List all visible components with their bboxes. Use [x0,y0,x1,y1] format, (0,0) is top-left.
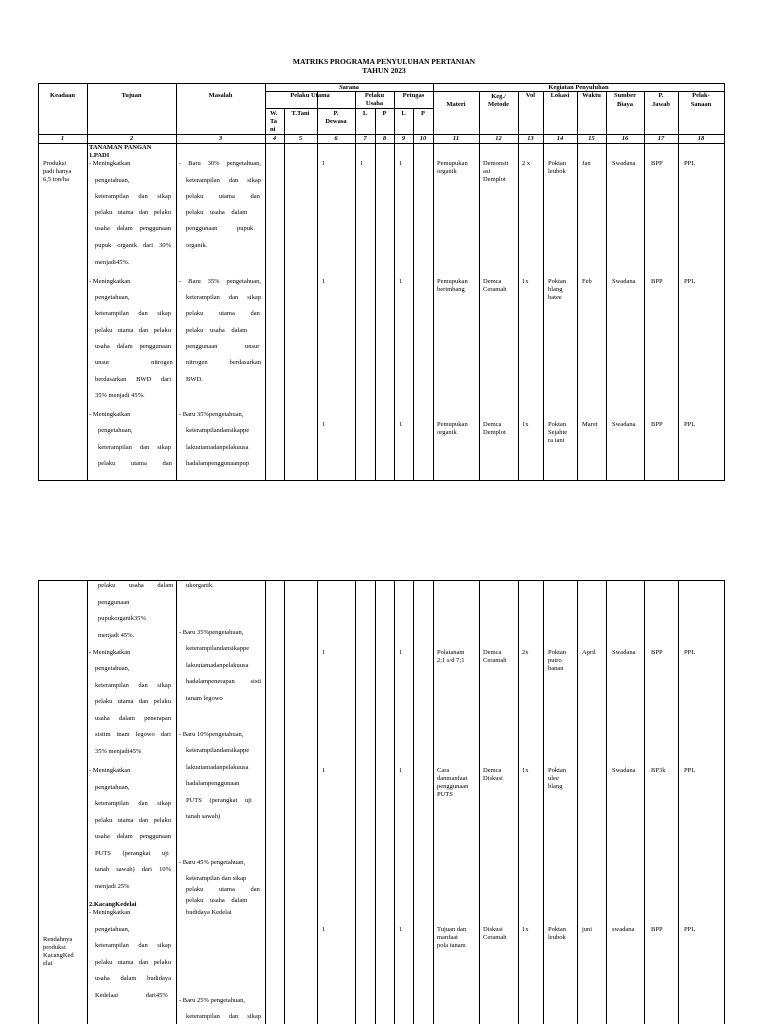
materi-line: organik [437,429,457,436]
materi-line: manfaat [437,934,458,941]
wtani-header-2: Ta [270,118,277,125]
masalah-line: lakuutamadanpelakuusa [186,444,249,451]
masalah-line: PUTS (perangkat uji [186,797,252,804]
lokasi-line: leubok [548,168,566,175]
col-number: 17 [657,135,665,142]
materi-line: PUTS [437,791,453,798]
metode-line: Diskusi [483,775,503,782]
masalah-line: keterampilan dan sikap [186,177,261,184]
tujuan-line: usaha dalam penerapan [95,715,171,722]
p-dewasa-value: 1 [322,421,326,428]
lokasi-line: putro [548,657,562,664]
col-number: 18 [697,135,705,142]
jawab-value: BPP [651,160,663,167]
tujuan-line: 35% menjadi 45%. [95,392,145,399]
masalah-line: keterampilan dan sikap [186,875,247,882]
biaya-value: Swadana [612,160,636,167]
tujuan-line: penggunaan [98,599,130,606]
masalah-line: keterampilan dan sikap [186,1013,261,1020]
masalah-line: pelaku utama dan [186,886,260,893]
tujuan-line: pengetahuan, [95,177,130,184]
tujuan-line: pelaku utama dan [98,460,172,467]
waktu-value: Feb [582,278,592,285]
materi-line: Pemupukan [437,160,468,167]
lokasi-line: Poktan [548,767,567,774]
tujuan-line: pelaku utama dan pelaku [95,698,171,705]
petugas-l-value: 1 [399,926,403,933]
materi-line: Cara [437,767,450,774]
p-dewasa-value: 1 [322,160,326,167]
materi-line: Polatanam [437,649,465,656]
masalah-line: - Baru 35% pengetahuan, [179,278,261,285]
lokasi-line: blang [548,286,563,293]
petugas-l-value: 1 [399,160,403,167]
tujuan-line: pupuk organik dari 30% [95,242,171,249]
petugas-header: Petugas [402,92,425,99]
waktu-value: Maret [582,421,598,428]
lokasi-line: Poktan [548,278,567,285]
kegiatan-header: Kegiatan Penyuluhan [548,84,609,91]
tujuan-line: - Meningkatkan [89,278,131,285]
pelaksanaan-header-2: Sanaan [690,101,712,108]
tujuan-line: pelaku usaha dalam [98,582,174,589]
petugas-l-value: 1 [399,649,403,656]
materi-line: danmanfaat [437,775,468,782]
lokasi-line: leubok [548,934,566,941]
tujuan-line: - Meningkatkan [89,411,131,418]
pelaksana-value: PPL [684,160,696,167]
tujuan-line: pengetahuan, [95,784,130,791]
lokasi-line: Poktan [548,649,567,656]
col-number: 14 [556,135,564,142]
petugas-l-header: L [401,110,406,117]
masalah-line: keterampilandansikappe [186,645,250,652]
pelaksana-value: PPL [684,767,696,774]
col-number: 4 [272,135,277,142]
waktu-value: juni [582,926,593,933]
tujuan-line: pelaku utama dan pelaku [95,959,171,966]
sarana-header: Sarana [339,84,359,91]
keadaan-line: KacangKed [43,952,74,959]
pdewasa-header-1: P. [333,110,339,117]
lokasi-line: ulee [548,775,559,782]
metode-line: Demplot [483,176,506,183]
tujuan-line: pengetahuan, [95,665,130,672]
masalah-line: keterampilan dan sikap [186,294,261,301]
pelaksanaan-header-1: Pelak- [692,92,710,99]
masalah-line: penggunaan unsur [186,343,260,350]
usaha-l-value: 1 [360,160,364,167]
masalah-line: hadalampenggunaanpup [186,460,250,467]
tujuan-line: pelaku utama dan pelaku [95,327,171,334]
tujuan-line: Kedelaai dari45% [95,992,168,999]
pelaku-usaha-header-2: Usaha [365,100,384,107]
masalah-line: tanam legowo [186,695,223,702]
materi-header: Materi [446,101,466,108]
tujuan-line: berdasarkan BWD dari [95,376,171,383]
pelaksana-value: PPL [684,926,696,933]
jawab-header-1: P. [658,92,664,99]
col-number: 13 [527,135,534,142]
tujuan-line: usaha dalam penggunaan [95,833,171,840]
tujuan-line: keterampilan dan sikap [98,444,171,451]
col-number: 5 [298,135,303,142]
jawab-value: BP3k [651,767,666,774]
p-dewasa-value: 1 [322,278,326,285]
tujuan-line: menjadi45%. [95,259,130,266]
pelaksana-value: PPL [684,421,696,428]
petugas-l-value: 1 [399,421,403,428]
p-dewasa-value: 1 [322,649,326,656]
tujuan-line: keterampilan dan sikap [95,800,171,807]
metode-line: Demca [483,649,502,656]
lokasi-line: Poktan [548,160,567,167]
masalah-line: tanah sawah) [186,813,221,820]
tujuan-line: - Meningkatkan [89,909,131,916]
tujuan-line: - Meningkatkan [89,160,131,167]
materi-line: Pemupukan [437,421,468,428]
jawab-value: BPP [651,278,663,285]
jawab-value: BPP [651,421,663,428]
col-number: 16 [621,135,629,142]
ttani-header: T.Tani [291,110,310,117]
col-number: 2 [129,135,134,142]
wtani-header-3: ni [270,126,276,133]
metode-line: Ceramah [483,286,507,293]
masalah-line: budidaya Kedelai [186,909,232,916]
biaya-value: Swadana [612,421,636,428]
materi-line: penggunaan [437,783,469,790]
metode-line: asi [483,168,491,175]
biaya-value: Swadana [612,767,636,774]
col-masalah-header: Masalah [208,92,233,99]
masalah-line: - Baru 30% pengetahuan, [179,160,261,167]
vol-value: 1x [522,926,529,933]
masalah-line: lakuutamadanpelakuusa [186,764,249,771]
biaya-value: Swadana [612,278,636,285]
tujuan-line: pengetahuan, [98,427,133,434]
petugas-p-header: P [421,110,425,117]
lokasi-header: Lokasi [550,92,570,99]
waktu-header: Waktu [582,92,601,99]
section-subtitle: 2.KacangKedelai [89,901,137,908]
lokasi-line: banan [548,665,564,672]
masalah-line: keterampilandansikappe [186,427,250,434]
tujuan-line: usaha dalam penggunaan [95,343,171,350]
materi-line: 2;1 s/d 7;1 [437,657,465,664]
pelaku-utama-header: Pelaku Utama [290,92,330,99]
tujuan-line: keterampilan dan sikap [95,682,171,689]
masalah-line: - Baru 35%pengetahuan, [179,411,244,418]
petugas-l-value: 1 [399,278,403,285]
materi-line: Pemupukan [437,278,468,285]
tujuan-line: pelaku utama dan pelaku [95,209,171,216]
biaya-header-1: Sumber [613,92,637,99]
lokasi-line: ra tani [548,437,565,444]
vol-value: 1x [522,421,529,428]
p-dewasa-value: 1 [322,767,326,774]
metode-line: Demca [483,421,502,428]
tujuan-line: unsur nitrogen [95,359,173,366]
lokasi-line: blang [548,783,563,790]
masalah-line: hadalampenerapan sisti [186,678,261,685]
materi-line: berimbang [437,286,465,293]
metode-header-2: Metode [488,101,509,108]
tujuan-line: pengetahuan, [95,294,130,301]
lokasi-line: batee [548,294,562,301]
masalah-line: BWD. [186,376,203,383]
tujuan-line: pengetahuan, [95,926,130,933]
section-subtitle: 1.PADI [89,152,110,159]
metode-line: Demplot [483,429,506,436]
tujuan-line: keterampilan dan sikap [95,193,171,200]
metode-line: Demca [483,767,502,774]
col-number: 15 [588,135,595,142]
masalah-line: pelaku utama dan [186,310,260,317]
masalah-line: nitrogen berdasarkan [186,359,261,366]
pelaksana-value: PPL [684,278,696,285]
waktu-value: Jan [582,160,591,167]
masalah-line: penggunaan pupuk [186,225,254,232]
tujuan-line: tanah sawah) dari 10% [95,866,171,873]
tujuan-line: PUTS (perangkat uji [95,850,169,857]
tujuan-line: keterampilan dan sikap [95,942,171,949]
masalah-line: - Baru 10%pengetahuan, [179,731,244,738]
vol-value: 1x [522,767,529,774]
tujuan-line: 35% menjadi45% [95,748,142,755]
materi-line: Tujuan dan [437,926,467,933]
metode-line: Ceramah [483,657,507,664]
lokasi-line: Poktan [548,421,567,428]
tujuan-line: - Meningkatkan [89,767,131,774]
keadaan-line: Produksi [43,160,67,167]
masalah-line: lakuutamadanpelakuusa [186,662,249,669]
metode-line: Diskusi [483,926,503,933]
tujuan-line: usaha dalam budidaya [95,975,171,982]
jawab-value: BPP [651,926,663,933]
biaya-value: Swadana [612,649,636,656]
pelaku-usaha-header-1: Pelaku [364,92,385,99]
tujuan-line: keterampilan dan sikap [95,310,171,317]
col-number: 6 [334,135,338,142]
lokasi-line: Poktan [548,926,567,933]
pelaksana-value: PPL [684,649,696,656]
col-number: 12 [495,135,502,142]
jawab-value: BPP [651,649,663,656]
col-number: 3 [218,135,223,142]
masalah-line: - Baru 45% pengetahuan, [179,859,246,866]
keadaan-line: Rendahnya [43,936,73,943]
keadaan-line: produksi [43,944,66,951]
biaya-value: swadana [612,926,635,933]
tujuan-line: menjadi 45%. [98,632,135,639]
tujuan-line: menjadi 25% [95,883,130,890]
document-title: MATRIKS PROGRAMA PENYULUHAN PERTANIAN [292,57,476,66]
metode-header-1: Keg./ [491,93,506,100]
tujuan-line: pelaku utama dan pelaku [95,817,171,824]
tujuan-line: sistim tnam legowo dari [95,731,171,738]
col-number: 10 [419,135,427,142]
pdewasa-header-2: Dewasa [325,118,347,125]
masalah-line: - Baru 35%pengetahuan, [179,629,244,636]
metode-line: Ceramah [483,934,507,941]
masalah-line: pelaku usaha dalam [186,897,248,904]
section-title: TANAMAN PANGAN [89,144,152,151]
metode-line: Demonstr [483,160,509,167]
wtani-header-1: W. [270,110,278,117]
document-subtitle: TAHUN 2023 [362,66,406,75]
keadaan-line: padi hanya [43,168,72,175]
vol-value: 2x [522,649,529,656]
col-keadaan-header: Keadaan [50,92,75,99]
tujuan-line: usaha dalam penggunaan [95,225,171,232]
masalah-line: pelaku usaha dalam [186,327,248,334]
jawab-header-2: Jawab [651,101,671,108]
petugas-l-value: 1 [399,767,403,774]
masalah-line: pelaku utama dan [186,193,260,200]
col-number: 1 [60,135,65,142]
keadaan-line: elai [43,960,53,967]
col-number: 8 [382,135,387,142]
vol-header: Vol [525,92,536,99]
masalah-line: ukorganik. [186,582,214,589]
col-number: 9 [401,135,406,142]
masalah-line: hadalampenggunaan [186,780,240,787]
materi-line: organik [437,168,457,175]
metode-line: Demca [483,278,502,285]
col-number: 7 [363,135,367,142]
keadaan-line: 6,5 ton/ha [43,176,69,183]
usaha-p-header: P [382,110,387,117]
usaha-l-header: L [362,110,368,117]
col-number: 11 [452,135,460,142]
tujuan-line: - Meningkatkan [89,649,131,656]
masalah-line: organik. [186,242,208,249]
masalah-line: - Baru 25% pengetahuan, [179,997,246,1004]
vol-value: 1x [522,278,529,285]
biaya-header-2: Biaya [617,101,633,108]
tujuan-line: pupukorganik35% [98,615,146,622]
lokasi-line: Sejahte [548,429,568,436]
vol-value: 2 x [522,160,531,167]
masalah-line: pelaku usaha dalam [186,209,248,216]
col-tujuan-header: Tujuan [121,92,142,99]
waktu-value: April [582,649,596,656]
p-dewasa-value: 1 [322,926,326,933]
masalah-line: keterampilandansikappe [186,747,250,754]
materi-line: pola tanam [437,942,466,949]
